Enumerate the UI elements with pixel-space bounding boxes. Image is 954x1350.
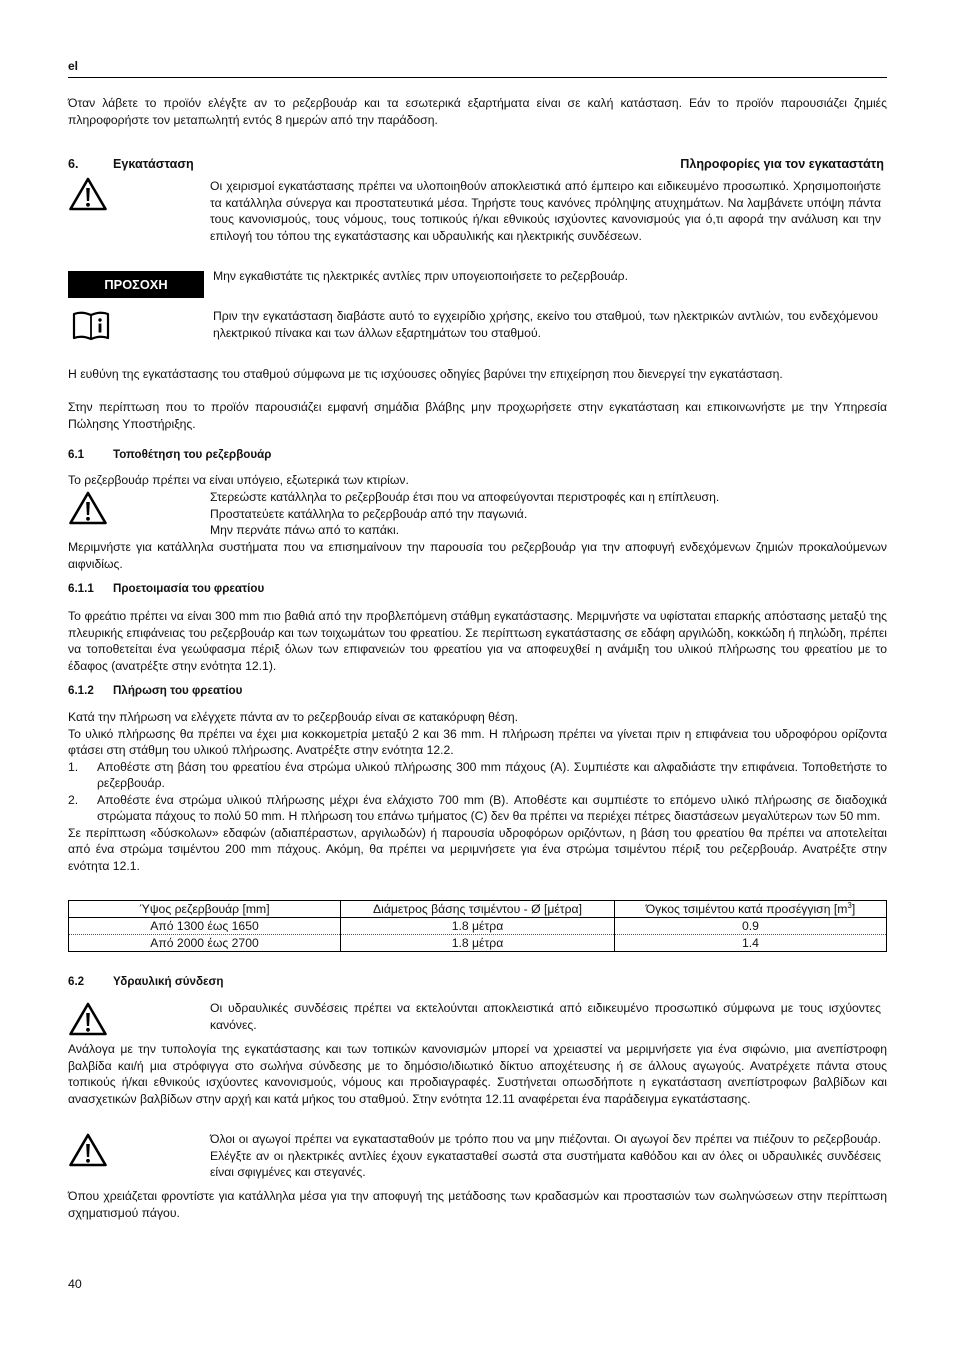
language-code: el <box>68 59 79 73</box>
list-item: 1. Αποθέστε στη βάση του φρεατίου ένα στρώμα υλικού πλήρωσης 300 mm πάχους (A). Συμπιέστε και αλφαδιάστε την επιφάνεια. Τοποθετήστε το ρεζερβουάρ. <box>68 759 887 790</box>
attention-badge: ΠΡΟΣΟΧΗ <box>68 271 204 298</box>
concrete-table <box>68 900 887 952</box>
manual-text: Πριν την εγκατάσταση διαβάστε αυτό το εγχειρίδιο χρήσης, εκείνο του σταθμού, των ηλεκτρικών αντλιών, του ενδεχόμενου ηλεκτρικού πίνακα και των άλλων εξαρτημάτων του σταθμού. <box>213 309 878 340</box>
subsection-number: 6.2 <box>68 975 85 988</box>
pit-filling-block <box>68 709 887 874</box>
subsection-title: Προετοιμασία του φρεατίου <box>113 582 265 595</box>
warning-icon <box>69 177 107 211</box>
table-row <box>69 935 887 952</box>
installation-warning-text: Οι χειρισμοί εγκατάστασης πρέπει να υλοποιηθούν αποκλειστικά από έμπειρο και ειδικευμένο προσωπικό. Χρησιμοποιήστε τα κατάλληλα σύνεργα και προστατευτικά μέσα. Τηρήστε τους κανόνες πρόληψης ατυχημάτων. Να λαμβάνετε υπόψη πάντα τους κανονισμούς, τους νόμους, τους τοπικούς ή/και εθνικούς ισχύοντες κανονισμούς για ό,τι αφορά την ανάλυση και την επιλογή του τόπου της εγκατάστασης και υδραυλικής και ηλεκτρικής συνδέσεων. <box>210 179 881 243</box>
subsection-number: 6.1 <box>68 448 85 461</box>
tank-placement-line: Το ρεζερβουάρ πρέπει να είναι υπόγειο, εξωτερικά των κτιρίων. <box>68 473 409 487</box>
tank-warning-line: Στερεώστε κατάλληλα το ρεζερβουάρ έτσι που να αποφεύγονται περιστροφές και η επίπλευση. <box>210 490 720 504</box>
table-cell: 1.8 μέτρα <box>341 935 615 952</box>
table-header-cell: Όγκος τσιμέντου κατά προσέγγιση $[m^3]$ <box>615 901 887 918</box>
tank-marking-text: Μεριμνήστε για κατάλληλα συστήματα που να επισημαίνουν την παρουσία του ρεζερβουάρ για την αποφυγή ενδεχόμενων ζημιών προκαλούμενων αιφνιδίως. <box>68 540 887 571</box>
table-header-row <box>69 901 887 918</box>
pit-filling-steps <box>68 759 887 825</box>
attention-text: Μην εγκαθιστάτε τις ηλεκτρικές αντλίες πριν υπογειοποιήσετε το ρεζερβουάρ. <box>213 269 628 283</box>
subsection-title: Τοποθέτηση του ρεζερβουάρ <box>113 448 272 461</box>
table-cell: 1.4 <box>615 935 887 952</box>
section-number: 6. <box>68 157 79 171</box>
vibration-text: Όπου χρειάζεται φροντίστε για κατάλληλα μέσα για την αποφυγή της μετάδοσης των κραδασμών και προστασιών των σωληνώσεων στην περίπτωση σχηματισμού πάγου. <box>68 1189 887 1220</box>
tank-warning-line: Προστατεύετε κατάλληλα το ρεζερβουάρ από την παγωνιά. <box>210 506 528 521</box>
tank-warning-line: Μην περνάτε πάνω από το καπάκι. <box>210 523 400 537</box>
tank-warning-list <box>210 489 881 539</box>
table-cell: Από 2000 έως 2700 <box>69 935 341 952</box>
table-header-cell: Ύψος ρεζερβουάρ [mm] <box>69 901 341 918</box>
pit-filling-line: Το υλικό πλήρωσης θα πρέπει να έχει μια κοκκομετρία μεταξύ 2 και 36 mm. Η πλήρωση πρέπει να γίνεται πριν η επιφάνεια του υδροφόρου ορίζοντα φτάσει στη στάθμη του υλικού πλήρωσης. Ανατρέξτε στην ενότητα 12.2. <box>68 726 887 757</box>
difficult-soil-text: Σε περίπτωση «δύσκολων» εδαφών (αδιαπέραστων, αργιλωδών) ή παρουσία υδροφόρων οριζόντων, η βάση του φρεατίου θα πρέπει να αποτελείται από ένα στρώμα τσιμέντου 200 mm πάχους. Ακόμη, θα πρέπει να μεριμνήσετε για ένα στρώμα τσιμέντου πέριξ του ρεζερβουάρ. Ανατρέξτε στην ενότητα 12.1. <box>68 825 887 873</box>
table-cell: 1.8 μέτρα <box>341 918 615 935</box>
subsection-title: Πλήρωση του φρεατίου <box>113 684 243 697</box>
responsibility-text: Η ευθύνη της εγκατάστασης του σταθμού σύμφωνα με τις ισχύουσες οδηγίες βαρύνει την επιχείρηση που διενεργεί την εγκατάσταση. <box>68 367 783 381</box>
table-header-cell: Διάμετρος βάσης τσιμέντου - Ø [μέτρα] <box>341 901 615 918</box>
page-number: 40 <box>68 1277 82 1291</box>
pipes-warning-text: Όλοι οι αγωγοί πρέπει να εγκατασταθούν με τρόπο που να μην πιέζονται. Οι αγωγοί δεν πρέπει να πιέζουν το ρεζερβουάρ. Ελέγξτε αν οι ηλεκτρικές αντλίες έχουν εγκατασταθεί σωστά στα συστήματα καθόδου και αν όλες οι υδραυλικές συνδέσεις είναι σφιγμένες και στεγανές. <box>210 1132 881 1179</box>
intro-paragraph: Όταν λάβετε το προϊόν ελέγξτε αν το ρεζερβουάρ και τα εσωτερικά εξαρτήματα είναι σε καλή κατάσταση. Εάν το προϊόν παρουσιάζει ζημιές πληροφορήστε τον μεταπωλητή εντός 8 ημερών από την παράδοση. <box>68 96 887 127</box>
pit-preparation-text: Το φρεάτιο πρέπει να είναι 300 mm πιο βαθιά από την προβλεπόμενη στάθμη εγκατάστασης. Μεριμνήστε να υφίσταται επαρκής απόστασης μεταξύ της πλευρικής επιφάνειας του ρεζερβουάρ και των τοιχωμάτων του φρεατίου. Σε περίπτωση εγκατάστασης σε εδάφη αργιλώδη, κοκκώδη ή πηλώδη, πρέπει να τοποθετείται ένα γεωύφασμα πέριξ όλων των επιφανειών του φρεατίου για να αποφευχθεί η ανάμιξη του υλικού πλήρωσης του φρεατίου με το έδαφος (ανατρέξτε στην ενότητα 12.1). <box>68 609 887 673</box>
subsection-number: 6.1.2 <box>68 684 94 697</box>
table-row <box>69 918 887 935</box>
hydraulic-warning-text: Οι υδραυλικές συνδέσεις πρέπει να εκτελούνται αποκλειστικά από ειδικευμένο προσωπικό σύμφωνα με τους ισχύοντες κανόνες. <box>210 1001 881 1032</box>
section-right-title: Πληροφορίες για τον εγκαταστάτη <box>680 157 884 171</box>
warning-icon <box>69 1133 107 1167</box>
subsection-number: 6.1.1 <box>68 582 94 595</box>
warning-icon <box>69 491 107 525</box>
warning-icon <box>69 1002 107 1036</box>
damage-text: Στην περίπτωση που το προϊόν παρουσιάζει εμφανή σημάδια βλάβης μην προχωρήσετε στην εγκατάσταση και επικοινωνήστε με την Υπηρεσία Πώλησης Υποστήριξης. <box>68 400 887 431</box>
list-item: 2. Αποθέστε ένα στρώμα υλικού πλήρωσης μέχρι ένα ελάχιστο 700 mm (B). Αποθέστε και συμπιέστε το επόμενο υλικό πλήρωσης σε διαδοχικά στρώματα πάχους το πολύ 50 mm. Η πλήρωση του επάνω τμήματος (C) δεν θα πρέπει να περιέχει πέτρες διαστάσεων μεγαλύτερων των 50 mm. <box>68 792 887 823</box>
hydraulic-body-text: Ανάλογα με την τυπολογία της εγκατάστασης και των τοπικών κανονισμών μπορεί να χρειαστεί να μεριμνήσετε για ένα σιφώνιο, μια ανεπίστροφη βαλβίδα και/ή μια στρόφιγγα στο σωλήνα σύνδεσης με το δημόσιο/ιδιωτικό δίκτυο αποχέτευσης ή σε άλλους αγωγούς. Ανατρέχετε πάντα στους τοπικούς ή/και εθνικούς ισχύοντες κανονισμούς, νόμους και προδιαγραφές. Συστήνεται οπωσδήποτε η εγκατάσταση ανεπίστροφων βαλβίδων και ανασχετικών βαλβίδων στην αρχή και κατά μήκος του σταθμού. Στην ενότητα 12.11 αναφέρεται ένα παράδειγμα εγκατάστασης. <box>68 1042 887 1106</box>
header-rule <box>68 77 887 78</box>
table-cell: Από 1300 έως 1650 <box>69 918 341 935</box>
section-title: Εγκατάσταση <box>113 157 194 171</box>
manual-book-icon <box>71 309 111 343</box>
pit-filling-line: Κατά την πλήρωση να ελέγχετε πάντα αν το ρεζερβουάρ είναι σε κατακόρυφη θέση. <box>68 710 519 724</box>
subsection-title: Υδραυλική σύνδεση <box>113 975 224 988</box>
table-cell: 0.9 <box>615 918 887 935</box>
